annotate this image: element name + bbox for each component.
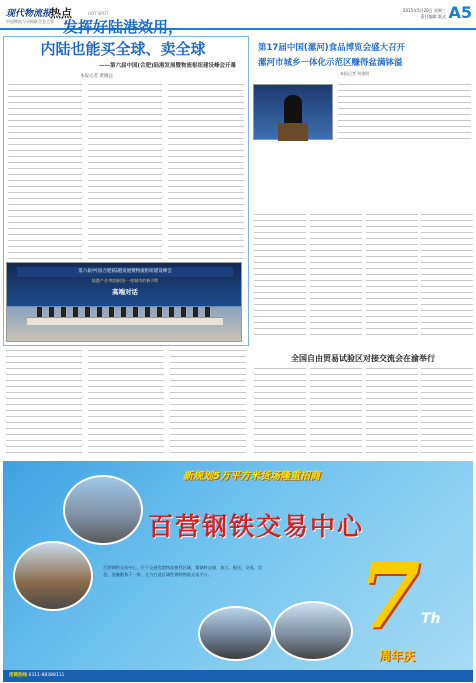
- left-text-col-1: [8, 84, 82, 260]
- left-headline-2: 内陆也能买全球、卖全球: [40, 40, 206, 58]
- editor-line: 责任编辑 版式: [420, 14, 446, 19]
- right-text-col-2: [310, 214, 362, 338]
- ad-photo-warehouse: [63, 475, 143, 545]
- steel-ad: [3, 461, 473, 681]
- ad-hotline-bar: [3, 670, 473, 682]
- right-title-2: 漯河市城乡一体化示范区赚得盆满钵溢: [258, 58, 403, 68]
- stage-banner: 第六届中国(合肥)陆港发展暨物流枢纽建设峰会: [17, 267, 233, 277]
- left-byline: 本报记者 黄刚远: [80, 74, 113, 79]
- left-text-col-3: [168, 84, 244, 260]
- section-tag: 热点: [50, 7, 72, 20]
- stage-panelists: [37, 307, 213, 317]
- podium: [278, 123, 308, 141]
- ad-suffix: Th: [421, 611, 441, 627]
- right-title-1: 第17届中国(漯河)食品博览会盛大召开: [258, 43, 406, 53]
- ad-photo-storage: [13, 541, 93, 611]
- right-byline: 本报记者 何建明: [340, 71, 370, 76]
- ftz-text-col-3: [366, 368, 418, 456]
- left-lower-col-3: [170, 350, 246, 456]
- masthead-sub: 中国物流与采购联合会主管: [6, 19, 54, 24]
- header-meta: [403, 8, 446, 20]
- issue-date: 2015年5月20日 星期三: [402, 8, 446, 13]
- speaker-photo: [253, 84, 333, 140]
- left-lower-col-2: [88, 350, 164, 456]
- ftz-text-col-1: [254, 368, 306, 456]
- ad-photo-crane: [273, 601, 353, 661]
- ad-photo-yard: [198, 606, 273, 661]
- page-number: A5: [448, 3, 472, 22]
- ad-slogan: 新规划5万平方米货场隆重招商: [183, 471, 320, 482]
- stage-slogan: 陆港产业·物流枢纽·一座城市的新引擎: [91, 278, 159, 283]
- left-headline-1: 发挥好陆港效用，: [62, 18, 183, 36]
- right-text-col-3: [366, 214, 418, 338]
- left-subhead: ——第六届中国(合肥)陆港发展暨物流枢纽建设峰会开幕: [98, 63, 236, 69]
- ad-big-number: 7: [358, 543, 421, 649]
- right-intro-text: [338, 84, 471, 140]
- section-tag-sub: HOT SPOT: [88, 11, 109, 16]
- right-text-col-1: [254, 214, 306, 338]
- left-lower-col-1: [6, 350, 82, 456]
- ftz-text-col-4: [421, 368, 473, 456]
- stage-table: [27, 317, 223, 325]
- ad-description: 百营钢铁交易中心，位于交通优越物流便利区域，集钢材仓储、加工、配送、交易、信息、金融服务于一体，全力打造区域性钢铁物流交易平台。: [103, 565, 263, 577]
- left-text-col-2: [88, 84, 162, 260]
- stage-title: 高端对话: [112, 288, 138, 296]
- ftz-title: 全国自由贸易试验区对接交流会在渝举行: [291, 354, 435, 363]
- ad-anniversary: 周年庆: [379, 649, 416, 663]
- masthead: 现代物流报: [6, 9, 52, 19]
- hotline-number: 0311-88388111: [28, 673, 65, 678]
- summit-photo: [6, 262, 242, 342]
- ftz-text-col-2: [310, 368, 362, 456]
- hotline-label: 招商热线: [9, 673, 27, 678]
- right-text-col-4: [421, 214, 473, 338]
- ad-company-name: 百营钢铁交易中心: [148, 512, 365, 541]
